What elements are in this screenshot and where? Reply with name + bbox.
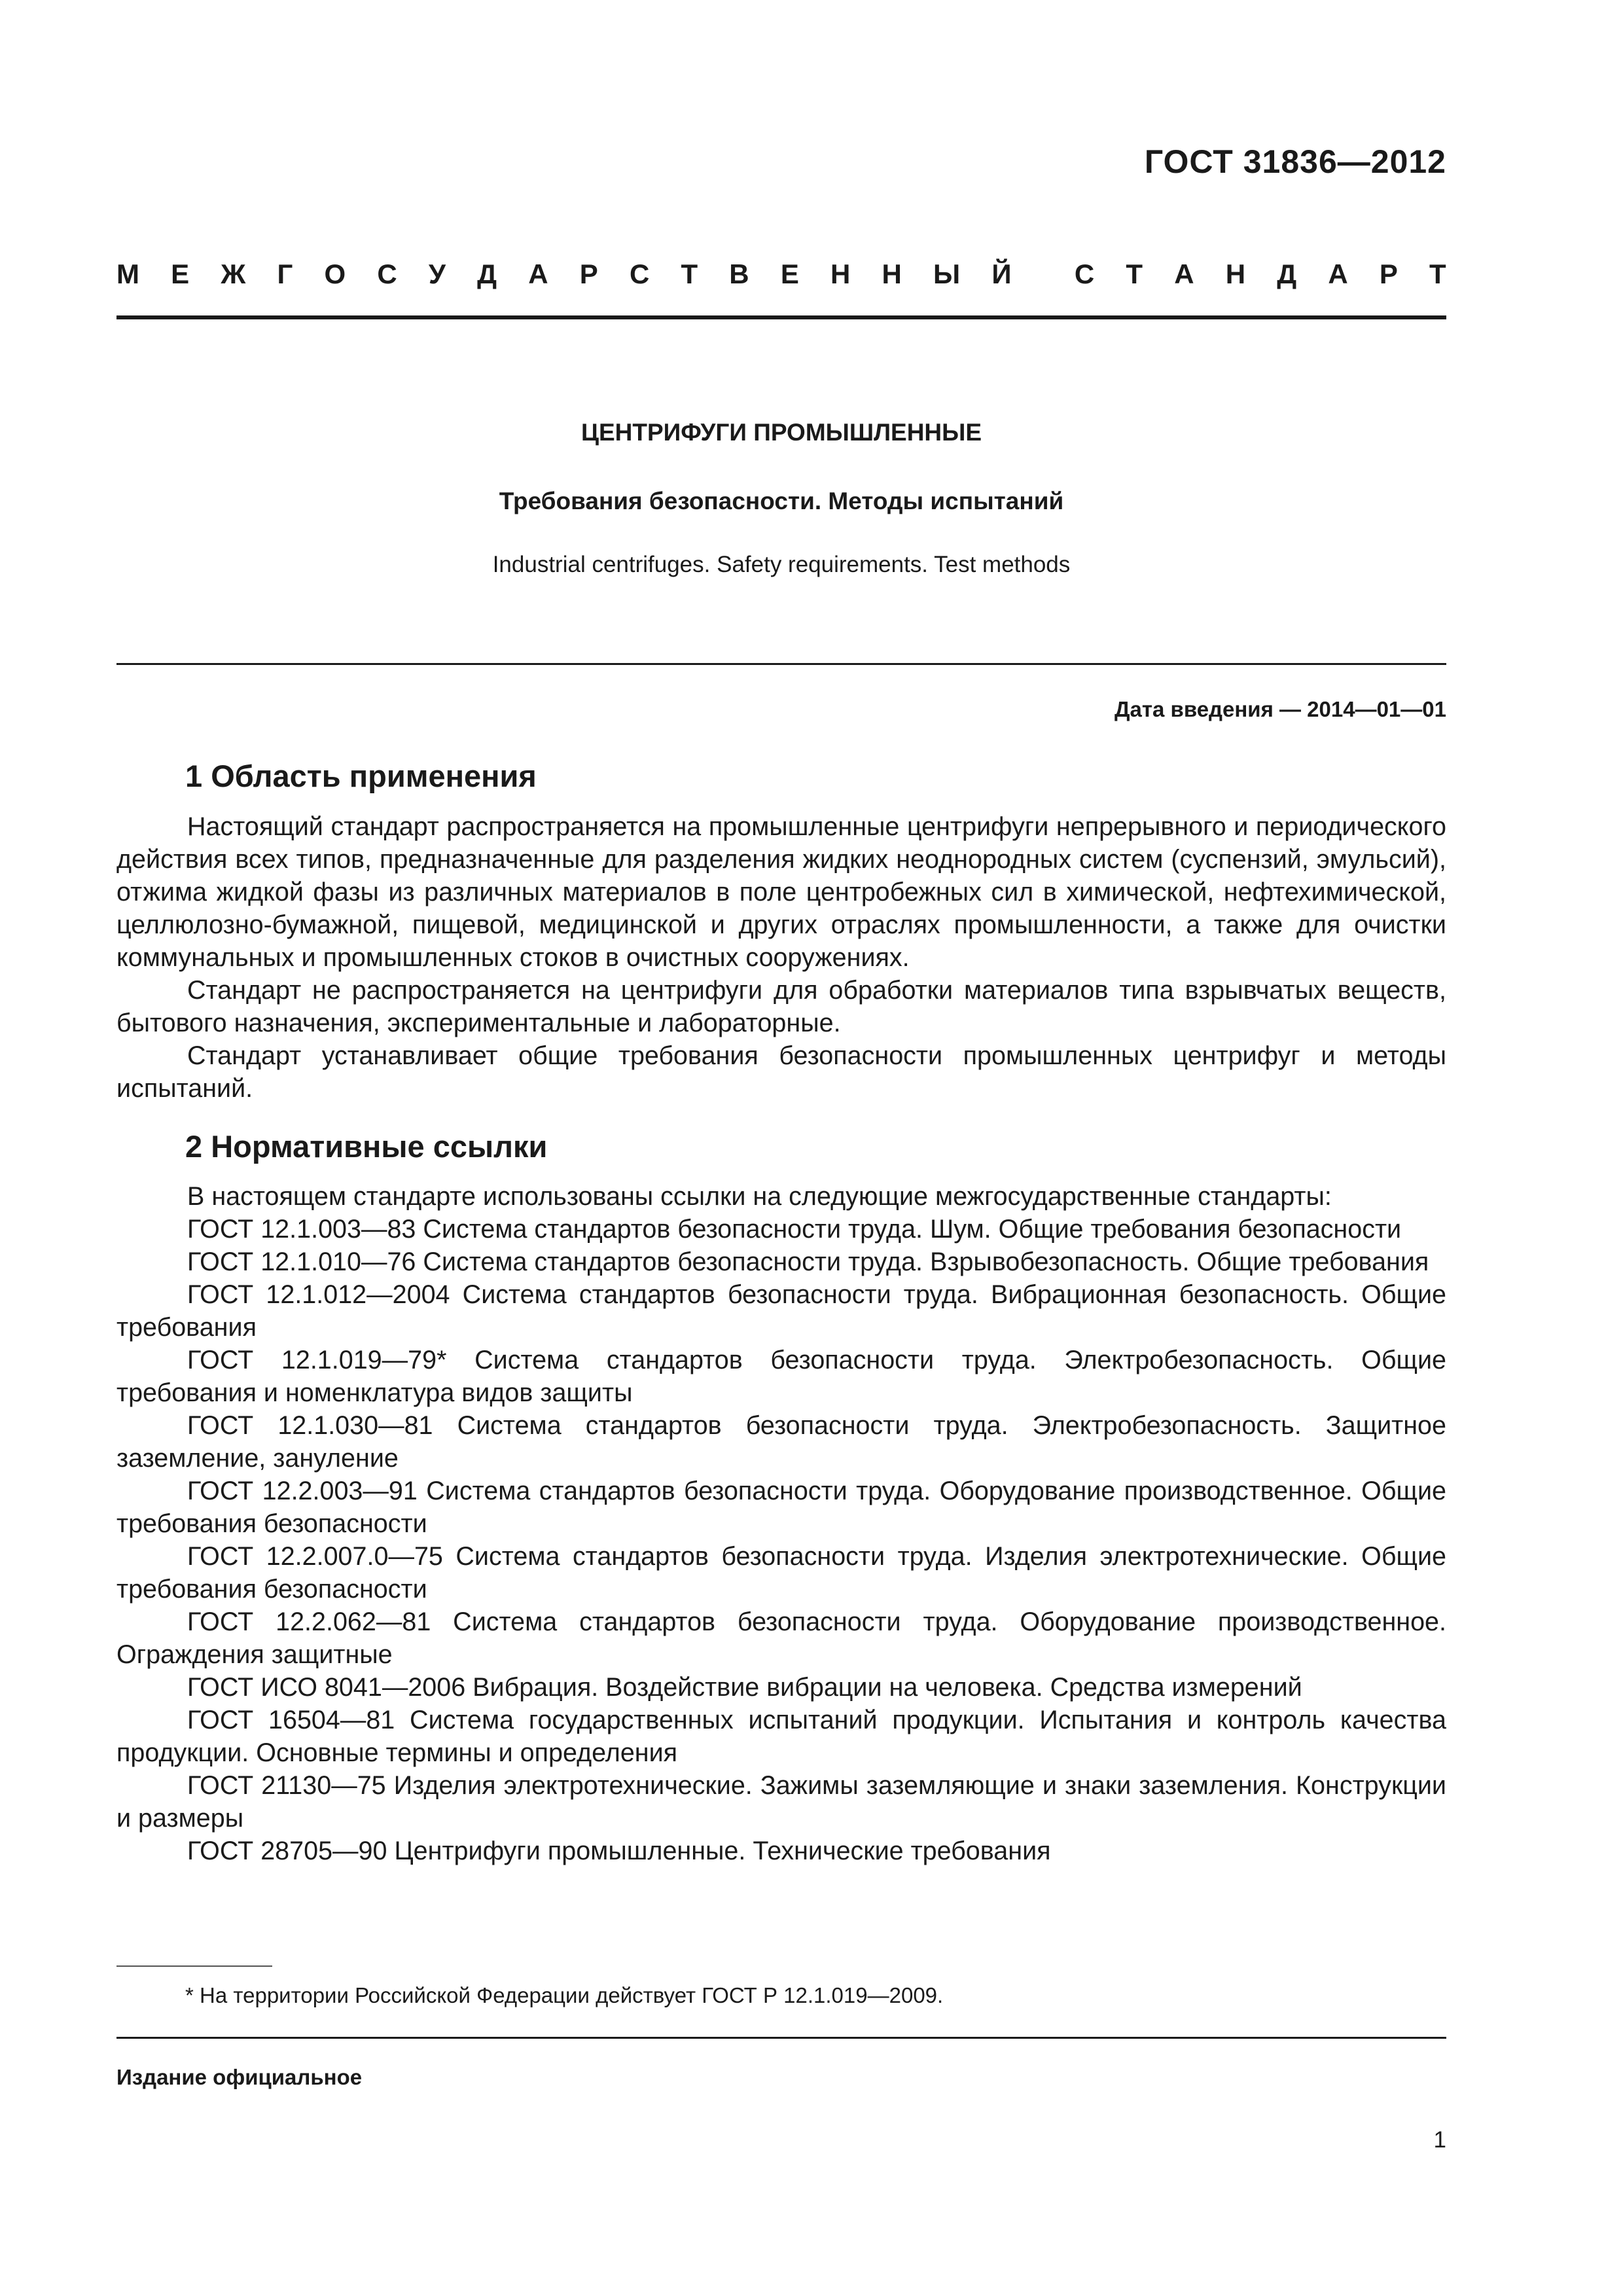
banner-letter: О [324, 259, 346, 289]
banner-letter: Е [780, 259, 799, 289]
banner-letter: М [116, 259, 139, 289]
reference-item: ГОСТ 12.1.010—76 Система стандартов безопасности труда. Взрывобезопасность. Общие требования [187, 1247, 1429, 1276]
banner-letter: Н [1225, 259, 1246, 289]
official-edition-label: Издание официальное [116, 2065, 363, 2089]
banner-letter: А [528, 259, 548, 289]
interstate-standard-banner [116, 259, 1446, 290]
reference-item: ГОСТ 12.1.019—79* Система стандартов безопасности труда. Электробезопасность. Общие требования и номенклатура видов защиты [116, 1346, 1446, 1407]
reference-item: ГОСТ ИСО 8041—2006 Вибрация. Воздействие вибрации на человека. Средства измерений [187, 1673, 1302, 1702]
footer-divider [116, 2037, 1446, 2039]
section-2-heading: 2 Нормативные ссылки [185, 1129, 548, 1164]
banner-letter: Ж [221, 259, 246, 289]
banner-letter: Д [477, 259, 497, 289]
banner-letter: Е [171, 259, 190, 289]
banner-letter: В [729, 259, 749, 289]
reference-item: ГОСТ 12.2.062—81 Система стандартов безопасности труда. Оборудование производственное. Ограждения защитные [116, 1607, 1446, 1669]
banner-letter: Н [830, 259, 851, 289]
footnote: * На территории Российской Федерации действует ГОСТ Р 12.1.019—2009. [185, 1983, 944, 2007]
section-1-heading: 1 Область применения [185, 759, 537, 793]
paragraph: Настоящий стандарт распространяется на промышленные центрифуги непрерывного и периодического действия всех типов, предназначенные для разделения жидких неоднородных систем (суспензий, эмульсий), отжима жидкой фазы из различных материалов в поле центробежных сил в химической, нефтехимической, целлюлозно-бумажной, пищевой, медицинской и других отраслях промышленности, а также для очистки коммунальных и промышленных стоков в очистных сооружениях. [116, 812, 1446, 972]
document-subtitle: Требования безопасности. Методы испытаний [499, 488, 1064, 514]
reference-item: ГОСТ 28705—90 Центрифуги промышленные. Технические требования [187, 1837, 1051, 1865]
banner-letter: А [1328, 259, 1348, 289]
banner-letter: Д [1277, 259, 1297, 289]
gost-number: ГОСТ 31836—2012 [1144, 143, 1446, 180]
title-divider [116, 663, 1446, 665]
reference-item: ГОСТ 12.1.030—81 Система стандартов безопасности труда. Электробезопасность. Защитное заземление, зануление [116, 1411, 1446, 1473]
banner-letter: У [428, 259, 446, 289]
footnote-separator [116, 1965, 272, 1967]
paragraph: В настоящем стандарте использованы ссылки на следующие межгосударственные стандарты: [187, 1182, 1332, 1211]
reference-item: ГОСТ 12.2.007.0—75 Система стандартов безопасности труда. Изделия электротехнические. Общие требования безопасности [116, 1542, 1446, 1604]
banner-letter: Т [1126, 259, 1143, 289]
reference-item: ГОСТ 12.2.003—91 Система стандартов безопасности труда. Оборудование производственное. Общие требования безопасности [116, 1477, 1446, 1538]
reference-item: ГОСТ 12.1.003—83 Система стандартов безопасности труда. Шум. Общие требования безопасности [187, 1215, 1402, 1244]
paragraph: Стандарт не распространяется на центрифуги для обработки материалов типа взрывчатых веществ, бытового назначения, экспериментальные и лабораторные. [116, 976, 1446, 1037]
header-divider [116, 315, 1446, 319]
banner-letter: Т [681, 259, 698, 289]
reference-item: ГОСТ 12.1.012—2004 Система стандартов безопасности труда. Вибрационная безопасность. Общие требования [116, 1280, 1446, 1342]
banner-letter: Т [1429, 259, 1446, 289]
banner-letter: А [1174, 259, 1194, 289]
banner-letter: С [1074, 259, 1095, 289]
section-2-body [116, 1180, 1446, 1867]
reference-item: ГОСТ 16504—81 Система государственных испытаний продукции. Испытания и контроль качества продукции. Основные термины и определения [116, 1706, 1446, 1767]
banner-letter: Ы [933, 259, 961, 289]
banner-letter: Г [277, 259, 293, 289]
banner-letter: С [629, 259, 650, 289]
document-title-english: Industrial centrifuges. Safety requirements. Test methods [492, 552, 1071, 577]
section-1-body [116, 810, 1446, 1105]
banner-letter: Р [1379, 259, 1398, 289]
banner-letter: С [377, 259, 397, 289]
banner-letter: Р [579, 259, 598, 289]
paragraph: Стандарт устанавливает общие требования безопасности промышленных центрифуг и методы испытаний. [116, 1041, 1446, 1103]
reference-item: ГОСТ 21130—75 Изделия электротехнические. Зажимы заземляющие и знаки заземления. Конструкции и размеры [116, 1771, 1446, 1833]
page-number: 1 [1433, 2127, 1446, 2153]
document-title: ЦЕНТРИФУГИ ПРОМЫШЛЕННЫЕ [580, 419, 982, 446]
introduction-date: Дата введения — 2014—01—01 [1115, 697, 1446, 721]
banner-letter: Й [991, 259, 1012, 289]
banner-letter: Н [882, 259, 902, 289]
